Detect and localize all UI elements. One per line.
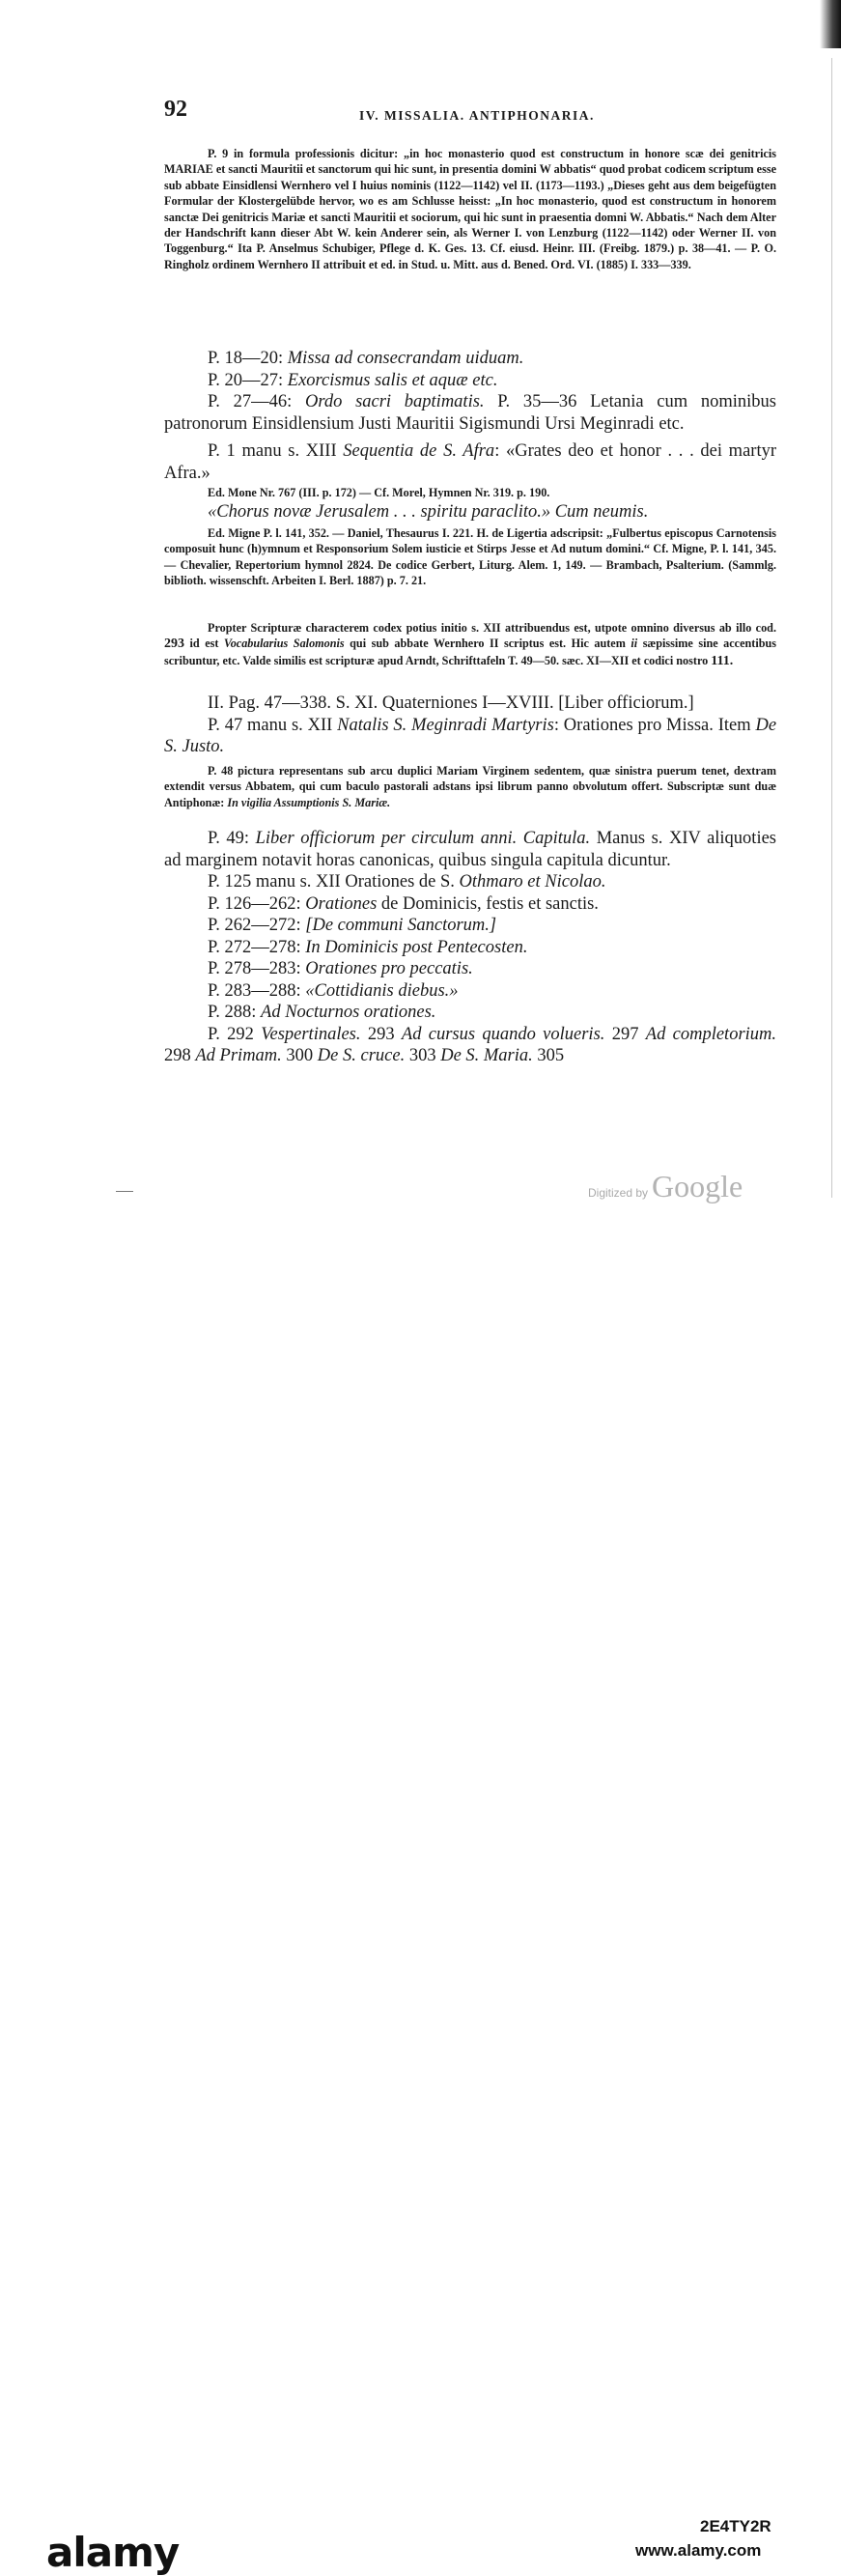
entry-p49: P. 49: Liber officiorum per circulum anni. Capitula. Manus s. XIV aliquoties ad marginem notavit horas canonicas, quibus singula capitula dicuntur.: [164, 829, 777, 870]
digitized-by-text: Digitized by: [588, 1186, 649, 1200]
running-title: IV. MISSALIA. ANTIPHONARIA.: [359, 108, 595, 123]
entry-p283: P. 283—288: «Cottidianis diebus.»: [208, 980, 459, 1001]
section-ii: [164, 693, 776, 758]
footnote-professionis: [164, 146, 776, 272]
edition-note-2: [164, 525, 776, 589]
note-pictura: [164, 763, 776, 810]
page-number: 92: [164, 97, 187, 122]
paragraph-text: P. 9 in formula professionis dicitur: „in hoc monasterio quod est constructum in honore scæ dei genitricis MARIAE et sancti Mauritii et sanctorum qui hic sunt, in presentia domini W abbatis“ quod probat codicem scriptum esse sub abbate Einsidlensi Wernhero vel I huius nominis (1122—1142) vel II. (1173—1193.) „Dieses geht aus dem beigefügten Formular der Klostergelübde hervor, wo es am Schlusse heisst: „In hoc monasterio, quod est constructum in honorem sanctæ Dei genitricis Mariæ et sancti Mauritii et sociorum, qui hic sunt in praesentia domni W. Abbatis.“ Nach dem Alter der Handschrift kann dieser Abt W. kein Anderer sein, als Werner I. von Lenzburg (1122—1142) oder Werner II. von Toggenburg.“ Ita P. Anselmus Schubiger, Pflege d. K. Ges. 13. Cf. eiusd. Heinr. III. (Freibg. 1879.) p. 38—41. — P. O. Ringholz ordinem Wernhero II attribuit et ed. in Stud. u. Mitt. aus d. Bened. Ord. VI. (1885) I. 333—339.: [164, 147, 776, 271]
entry-missa: P. 18—20: Missa ad consecrandam uiduam.: [208, 349, 524, 368]
scan-margin-line: [831, 58, 832, 1198]
entry-p125: P. 125 manu s. XII Orationes de S. Othmaro et Nicolao.: [208, 872, 606, 892]
entry-list-1: [164, 348, 776, 484]
paragraph-text: Ed. Mone Nr. 767 (III. p. 172) — Cf. Morel, Hymnen Nr. 319. p. 190.: [208, 486, 550, 499]
entry-chorus: [164, 501, 776, 524]
entry-p272: P. 272—278: In Dominicis post Pentecosten.: [208, 937, 528, 957]
note-scriptura: [164, 620, 776, 669]
image-id: 2E4TY2R: [700, 2517, 771, 2535]
entry-sequentia: P. 1 manu s. XIII Sequentia de S. Afra: «Grates deo et honor . . . dei martyr Afra.»: [164, 441, 776, 483]
margin-dash: [116, 1191, 133, 1192]
entry-p262: P. 262—272: [De communi Sanctorum.]: [208, 916, 497, 935]
entry-p292: P. 292 Vespertinales. 293 Ad cursus quando volueris. 297 Ad completorium. 298 Ad Primam. 300 De S. cruce. 303 De S. Maria. 305: [164, 1024, 777, 1065]
paragraph-text: Propter Scripturæ characterem codex potius initio s. XII attribuendus est, utpote omnino diversus ab illo cod. 293 id est Vocabularius Salomonis qui sub abbate Wernhero II scriptus est. Hic autem ii sæpissime sine accentibus scribuntur, etc. Valde similis est scripturæ apud Arndt, Schrifttafeln T. 49—50. sæc. XI—XII et codici nostro 111.: [164, 621, 777, 668]
stock-watermark-banner: [0, 1256, 841, 2576]
paragraph-text: II. Pag. 47—338. S. XI. Quaterniones I—XVIII. [Liber officiorum.]: [208, 694, 694, 713]
paragraph-text: «Chorus novæ Jerusalem . . . spiritu paraclito.» Cum neumis.: [208, 502, 649, 522]
entry-p278: P. 278—283: Orationes pro peccatis.: [208, 959, 473, 978]
google-logo: Google: [652, 1169, 743, 1203]
entry-exorcismus: P. 20—27: Exorcismus salis et aquæ etc.: [208, 370, 498, 390]
scanned-page: [0, 0, 841, 1256]
entry-p288: P. 288: Ad Nocturnos orationes.: [208, 1003, 436, 1022]
entry-list-2: [164, 828, 776, 1067]
scan-edge-shadow: [820, 0, 841, 48]
digitized-by-google: [588, 1169, 743, 1204]
edition-note-1: [164, 485, 776, 500]
entry-ordo: P. 27—46: Ordo sacri baptimatis. P. 35—36 Letania cum nominibus patronorum Einsidlensium Justi Mauritii Sigismundi Ursi Meginradi etc.: [164, 392, 776, 434]
paragraph-text: P. 48 pictura representans sub arcu duplici Mariam Virginem sedentem, quæ sinistra puerum tenet, dextram extendit versus Abbatem, qui cum baculo pastorali adstans ipsi librum panno obvolutum offert. Subscriptæ sunt duæ Antiphonæ: In vigilia Assumptionis S. Mariæ.: [164, 764, 776, 809]
entry-p47: P. 47 manu s. XII Natalis S. Meginradi Martyris: Orationes pro Missa. Item De S. Justo.: [164, 715, 777, 756]
alamy-logo: alamy: [46, 2529, 180, 2576]
site-url: www.alamy.com: [635, 2541, 762, 2560]
entry-p126: P. 126—262: Orationes de Dominicis, festis et sanctis.: [208, 893, 599, 914]
paragraph-text: Ed. Migne P. l. 141, 352. — Daniel, Thesaurus I. 221. H. de Ligertia adscripsit: „Fulbertus episcopus Carnotensis composuit hunc (h)ymnum et Responsorium Solem iusticie et Stirps Jesse et Ad nutum domini.“ Cf. Migne, P. l. 141, 345. — Chevalier, Repertorium hymnol 2824. De codice Gerbert, Liturg. Alem. 1, 149. — Brambach, Psalterium. (Sammlg. biblioth. wissenschft. Arbeiten I. Berl. 1887) p. 7. 21.: [164, 526, 776, 588]
